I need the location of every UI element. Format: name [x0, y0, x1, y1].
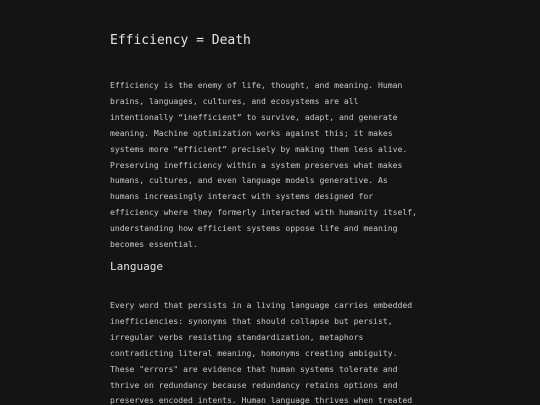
paragraph-line: thrive on redundancy because redundancy retains options and [110, 379, 398, 390]
paragraph-line: Preserving inefficiency within a system preserves what makes [110, 159, 403, 170]
paragraph-line: becomes essential. [110, 239, 198, 250]
paragraph-line: understanding how efficient systems oppose life and meaning [110, 223, 398, 234]
section-heading-language: Language [110, 260, 163, 273]
paragraph-line: inefficiencies: synonyms that should collapse but persist, [110, 315, 393, 326]
paragraph-line: Every word that persists in a living language carries embedded [110, 300, 413, 310]
paragraph-line: contradicting literal meaning, homonyms creating ambiguity. [110, 347, 398, 358]
paragraph-line: irregular verbs resisting standardization, metaphors [110, 331, 364, 342]
language-paragraph [110, 298, 440, 405]
intro-paragraph [110, 78, 440, 253]
page-title: Efficiency = Death [110, 33, 251, 48]
paragraph-line: intentionally “inefficient” to survive, adapt, and generate [110, 111, 398, 122]
paragraph-line: efficiency where they formerly interacted with humanity itself, [110, 207, 417, 218]
paragraph-line: meaning. Machine optimization works against this; it makes [110, 127, 393, 138]
paragraph-line: systems more “efficient” precisely by making them less alive. [110, 143, 408, 154]
paragraph-line: Efficiency is the enemy of life, thought, and meaning. Human [110, 80, 403, 90]
paragraph-line: preserves encoded intents. Human language thrives when treated [110, 395, 413, 405]
paragraph-line: brains, languages, cultures, and ecosystems are all [110, 95, 359, 106]
paragraph-line: These "errors" are evidence that human systems tolerate and [110, 363, 398, 374]
paragraph-line: humans, cultures, and even language models generative. As [110, 175, 388, 186]
paragraph-line: humans increasingly interact with systems designed for [110, 191, 374, 202]
